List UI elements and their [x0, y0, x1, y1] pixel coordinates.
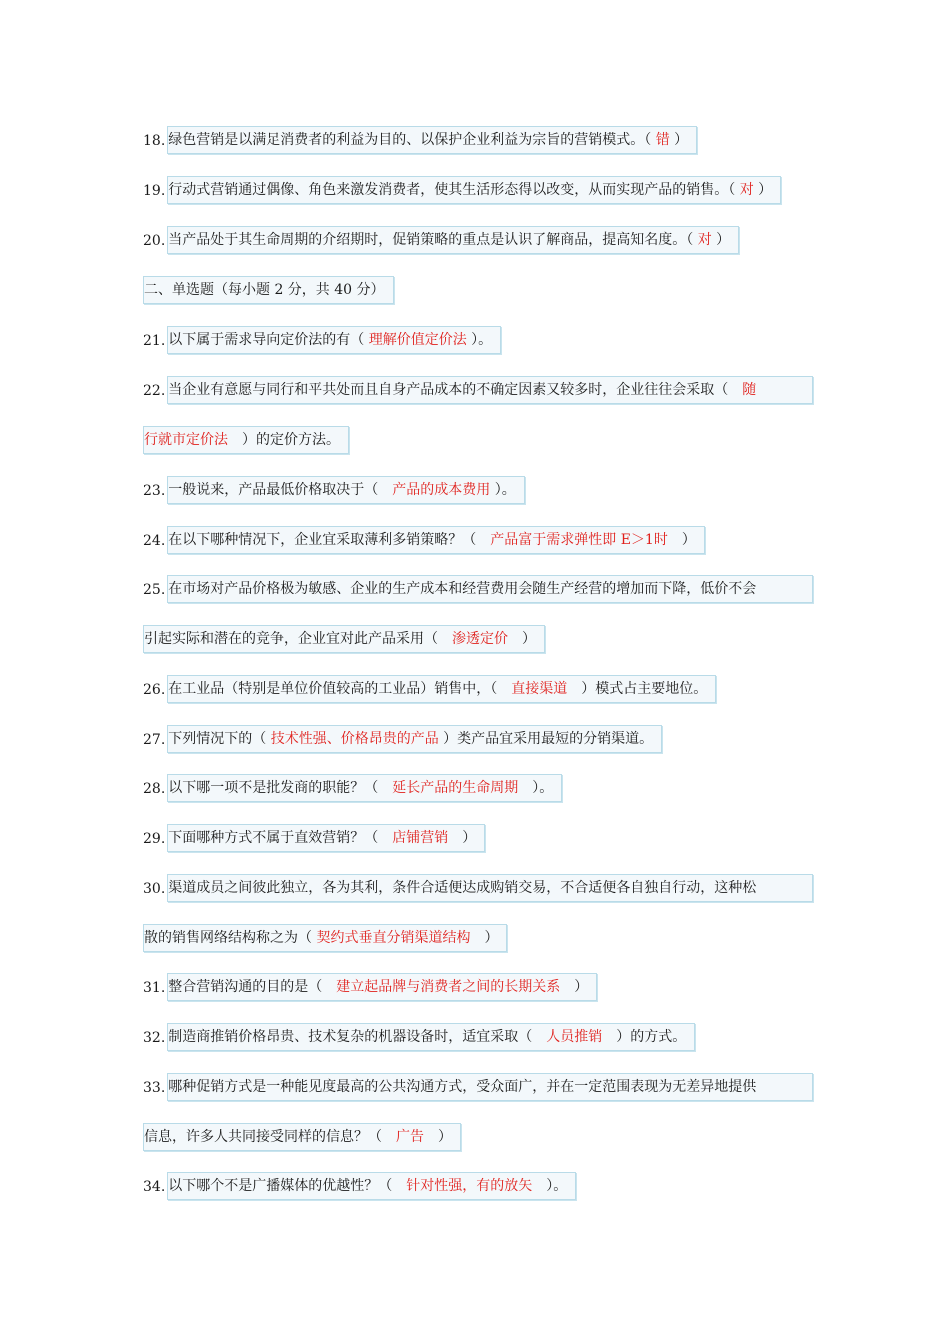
- question-28: [143, 775, 562, 801]
- question-34: [143, 1173, 576, 1199]
- question-text: 引起实际和潜在的竞争，企业宜对此产品采用（: [144, 631, 452, 647]
- question-number: 31.: [143, 980, 166, 996]
- text-highlight: [167, 526, 705, 554]
- question-number: 25.: [143, 582, 166, 598]
- question-text: 下列情况下的（: [168, 731, 271, 747]
- answer-text: 店铺营销: [392, 830, 449, 846]
- question-text: 下面哪种方式不属于直效营销？（: [168, 830, 393, 846]
- question-27: [143, 726, 662, 752]
- text-highlight: [167, 1172, 576, 1200]
- question-text-tail: ）: [711, 232, 731, 248]
- answer-text: 渗透定价: [452, 631, 508, 647]
- question-text-tail: ）: [424, 1129, 452, 1145]
- text-highlight: [167, 476, 524, 504]
- question-number: 29.: [143, 831, 166, 847]
- question-number: 20.: [143, 233, 166, 249]
- text-highlight: [167, 874, 813, 902]
- question-text: 在以下哪种情况下，企业宜采取薄利多销策略？（: [168, 532, 491, 548]
- question-number: 28.: [143, 781, 166, 797]
- question-text-tail: ）。: [518, 780, 554, 796]
- answer-text: 随: [742, 382, 757, 398]
- question-text: 整合营销沟通的目的是（: [168, 979, 337, 995]
- question-21: [143, 327, 501, 353]
- question-text-tail: ）: [508, 631, 536, 647]
- question-text: 以下哪一项不是批发商的职能？（: [168, 780, 393, 796]
- question-30: [143, 875, 813, 901]
- question-text: 当企业有意愿与同行和平共处而且自身产品成本的不确定因素又较多时，企业往往会采取（: [168, 382, 743, 398]
- question-29: [143, 825, 485, 851]
- text-highlight: [143, 924, 507, 952]
- text-highlight: [167, 575, 813, 603]
- text-highlight: [167, 126, 697, 154]
- question-25: [143, 576, 813, 602]
- text-highlight: [167, 376, 813, 404]
- question-text: 以下哪个不是广播媒体的优越性？（: [168, 1178, 407, 1194]
- question-text-tail: ）模式占主要地位。: [567, 681, 708, 697]
- question-18: [143, 127, 697, 153]
- question-number: 34.: [143, 1179, 166, 1195]
- answer-text: 产品的成本费用: [392, 482, 491, 498]
- question-number: 18.: [143, 133, 166, 149]
- question-text: 在工业品（特别是单位价值较高的工业品）销售中，（: [168, 681, 512, 697]
- question-number: 24.: [143, 533, 166, 549]
- answer-text: 产品富于需求弹性即 E＞1时: [490, 532, 668, 548]
- answer-text: 契约式垂直分销渠道结构: [316, 930, 471, 946]
- question-number: 21.: [143, 333, 166, 349]
- answer-text: 直接渠道: [511, 681, 568, 697]
- question-text-tail: ）: [753, 182, 773, 198]
- text-highlight: [167, 973, 597, 1001]
- question-text: 行动式营销通过偶像、角色来激发消费者，使其生活形态得以改变，从而实现产品的销售。（: [168, 182, 740, 198]
- question-text-tail: ）: [470, 930, 499, 946]
- question-text: 制造商推销价格昂贵、技术复杂的机器设备时，适宜采取（: [168, 1029, 547, 1045]
- question-text-tail: ）: [667, 532, 696, 548]
- section-heading: [143, 277, 394, 303]
- question-19: [143, 177, 781, 203]
- question-20: [143, 227, 739, 253]
- question-25-continued: [143, 626, 545, 652]
- section-title: 二、单选题（每小题 2 分，共 40 分）: [144, 282, 385, 298]
- question-33: [143, 1074, 813, 1100]
- question-text: 哪种促销方式是一种能见度最高的公共沟通方式，受众面广，并在一定范围表现为无差异地提供: [168, 1079, 757, 1095]
- question-text: 渠道成员之间彼此独立，各为其利，条件合适便达成购销交易，不合适便各自独自行动，这种松: [168, 880, 757, 896]
- answer-text: 理解价值定价法: [368, 332, 467, 348]
- text-highlight: [167, 226, 739, 254]
- question-text: 当产品处于其生命周期的介绍期时，促销策略的重点是认识了解商品，提高知名度。（: [168, 232, 698, 248]
- question-text: 一般说来，产品最低价格取决于（: [168, 482, 393, 498]
- question-text-tail: ）的方式。: [602, 1029, 687, 1045]
- question-23: [143, 477, 525, 503]
- question-text: 信息，许多人共同接受同样的信息？（: [144, 1129, 396, 1145]
- question-text-tail: ）。: [490, 482, 516, 498]
- text-highlight: [143, 276, 394, 304]
- answer-text: 行就市定价法: [144, 432, 228, 448]
- question-number: 30.: [143, 881, 166, 897]
- question-number: 27.: [143, 732, 166, 748]
- text-highlight: [167, 675, 716, 703]
- question-text-tail: ）: [560, 979, 589, 995]
- question-number: 32.: [143, 1030, 166, 1046]
- answer-text: 广告: [396, 1129, 424, 1145]
- question-number: 22.: [143, 383, 166, 399]
- text-highlight: [143, 1123, 461, 1151]
- question-text-tail: ）。: [532, 1178, 568, 1194]
- answer-text: 人员推销: [546, 1029, 603, 1045]
- text-highlight: [167, 326, 501, 354]
- question-22-continued: [143, 427, 349, 453]
- question-24: [143, 527, 705, 553]
- answer-text: 技术性强、价格昂贵的产品: [270, 731, 439, 747]
- answer-text: 延长产品的生命周期: [392, 780, 519, 796]
- text-highlight: [167, 176, 781, 204]
- question-22: [143, 377, 806, 403]
- answer-text: 对: [697, 232, 712, 248]
- question-text-tail: ）: [669, 132, 689, 148]
- question-30-continued: [143, 925, 507, 951]
- text-highlight: [167, 824, 485, 852]
- text-highlight: [143, 426, 349, 454]
- answer-text: 针对性强，有的放矢: [406, 1178, 533, 1194]
- text-highlight: [167, 1023, 695, 1051]
- answer-text: 错: [655, 132, 670, 148]
- question-text: 以下属于需求导向定价法的有（: [168, 332, 369, 348]
- text-highlight: [167, 725, 662, 753]
- question-text: 绿色营销是以满足消费者的利益为目的、以保护企业利益为宗旨的营销模式。（: [168, 132, 656, 148]
- question-text: 散的销售网络结构称之为（: [144, 930, 317, 946]
- question-number: 26.: [143, 682, 166, 698]
- question-number: 23.: [143, 483, 166, 499]
- answer-text: 对: [739, 182, 754, 198]
- question-text: 在市场对产品价格极为敏感、企业的生产成本和经营费用会随生产经营的增加而下降，低价不会: [168, 581, 757, 597]
- question-33-continued: [143, 1124, 461, 1150]
- question-32: [143, 1024, 695, 1050]
- question-31: [143, 974, 597, 1000]
- question-number: 19.: [143, 183, 166, 199]
- answer-text: 建立起品牌与消费者之间的长期关系: [336, 979, 561, 995]
- text-highlight: [143, 625, 545, 653]
- question-text-tail: ）。: [466, 332, 493, 348]
- text-highlight: [167, 774, 562, 802]
- question-text-tail: ）的定价方法。: [228, 432, 340, 448]
- question-text-tail: ）: [448, 830, 477, 846]
- question-text-tail: ）类产品宜采用最短的分销渠道。: [438, 731, 654, 747]
- question-26: [143, 676, 716, 702]
- text-highlight: [167, 1073, 813, 1101]
- question-number: 33.: [143, 1080, 166, 1096]
